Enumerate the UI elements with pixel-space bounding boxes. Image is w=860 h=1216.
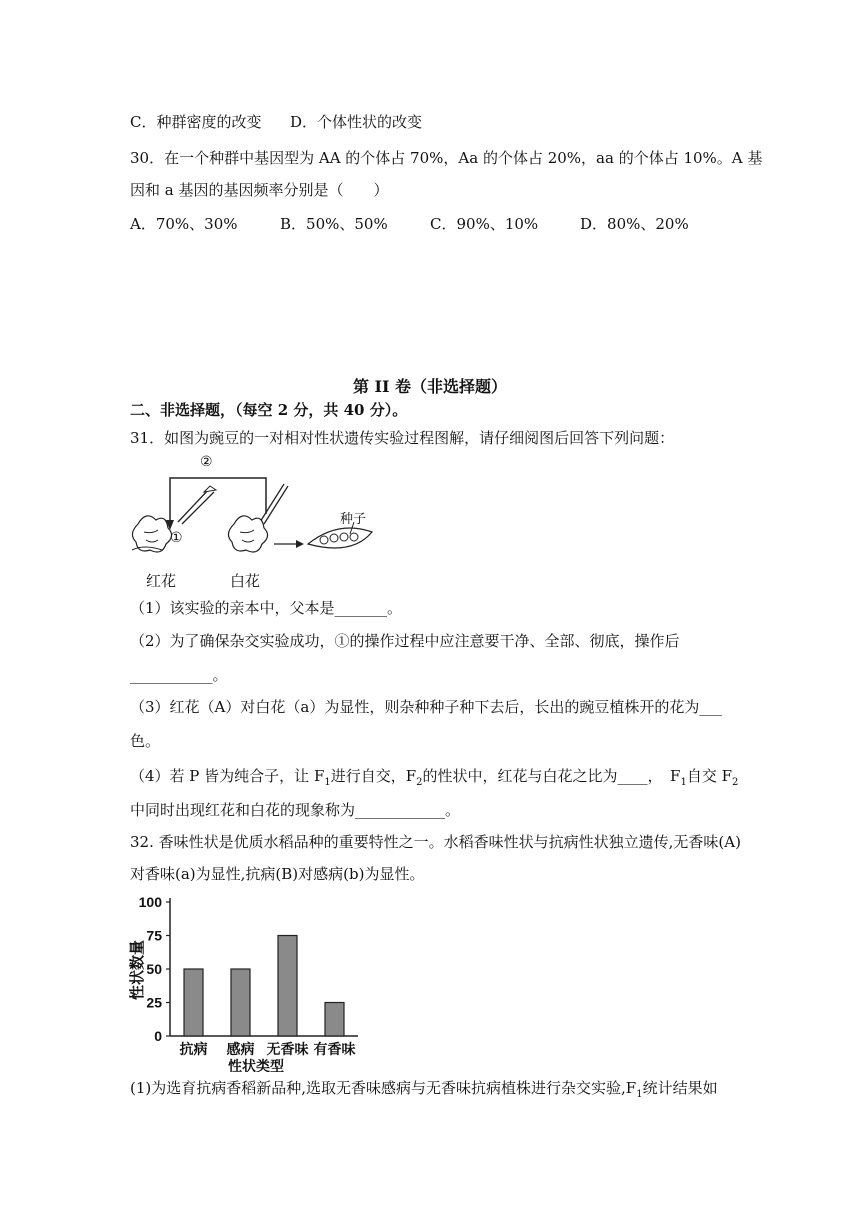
q31-sub4-part-a: （4）若 P 皆为纯合子，让 F xyxy=(130,767,325,785)
q31-sub4-line1 xyxy=(130,766,738,793)
q29-option-d: D．个体性状的改变 xyxy=(290,113,423,131)
step2-label: ② xyxy=(200,454,213,470)
seed-label: 种子 xyxy=(340,512,367,527)
q30-option-b: B．50%、50% xyxy=(280,215,388,233)
q31-sub4-part-c: 的性状中，红花与白花之比为____， F xyxy=(422,767,681,785)
trait-bar-chart-svg xyxy=(126,892,362,1072)
pea-hybridization-figure xyxy=(128,452,378,592)
q30-option-a: A．70%、30% xyxy=(130,215,238,233)
q30-stem-line2: 因和 a 基因的基因频率分别是（ ） xyxy=(130,181,389,199)
white-flower-label: 白花 xyxy=(230,572,261,590)
bar xyxy=(231,969,250,1036)
q30-stem-line1: 30．在一个种群中基因型为 AA 的个体占 70%，Aa 的个体占 20%，aa 的个体占 10%。A 基 xyxy=(130,149,763,167)
bar xyxy=(184,969,203,1036)
y-axis-label: 性状数量 xyxy=(128,939,146,1001)
bar xyxy=(278,936,297,1037)
volume-title: 第 II 卷（非选择题） xyxy=(352,377,508,396)
y-tick-label: 75 xyxy=(146,927,162,944)
y-tick-label: 25 xyxy=(146,994,162,1011)
q31-sub3-line1: （3）红花（A）对白花（a）为显性，则杂种种子种下去后，长出的豌豆植株开的花为___ xyxy=(130,698,722,716)
step1-label: ① xyxy=(170,530,183,546)
y-tick-label: 0 xyxy=(154,1028,162,1044)
q32-sub1-part-a: (1)为选育抗病香稻新品种,选取无香味感病与无香味抗病植株进行杂交实验,F xyxy=(130,1079,637,1097)
q32-f1-subscript: 1 xyxy=(636,1089,643,1100)
y-tick-label: 100 xyxy=(138,894,162,910)
f1-subscript: 1 xyxy=(324,777,331,788)
q31-stem: 31．如图为豌豆的一对相对性状遗传实验过程图解，请仔细阅图后回答下列问题： xyxy=(130,429,675,447)
q32-stem-line2: 对香味(a)为显性,抗病(B)对感病(b)为显性。 xyxy=(130,865,425,883)
q31-sub1: （1）该实验的亲本中，父本是_______。 xyxy=(130,599,403,617)
q32-stem-line1: 32. 香味性状是优质水稻品种的重要特性之一。水稻香味性状与抗病性状独立遗传,无香味(A) xyxy=(130,833,741,851)
bar xyxy=(325,1003,344,1037)
q30-option-d: D．80%、20% xyxy=(580,215,689,233)
x-tick-label: 无香味 xyxy=(266,1042,309,1058)
x-axis-label: 性状类型 xyxy=(228,1059,284,1072)
f2-subscript-2: 2 xyxy=(732,777,739,788)
q31-sub4-part-d: 自交 F xyxy=(686,767,733,785)
q31-sub4-part-b: 进行自交，F xyxy=(330,767,417,785)
red-flower-label: 红花 xyxy=(146,572,177,590)
q32-sub1-part-b: 统计结果如 xyxy=(642,1079,718,1097)
q32-sub1 xyxy=(130,1078,718,1105)
x-tick-label: 感病 xyxy=(226,1042,255,1058)
x-tick-label: 抗病 xyxy=(179,1042,208,1058)
f1-subscript-2: 1 xyxy=(680,777,687,788)
q30-option-c: C．90%、10% xyxy=(430,215,539,233)
q29-option-c: C．种群密度的改变 xyxy=(130,113,262,131)
white-flower-icon xyxy=(228,516,267,552)
f2-subscript: 2 xyxy=(416,777,423,788)
q31-sub2-line1: （2）为了确保杂交实验成功，①的操作过程中应注意要干净、全部、彻底，操作后 xyxy=(130,632,680,650)
section-heading: 二、非选择题，（每空 2 分，共 40 分）。 xyxy=(130,401,408,419)
q31-sub2-line2: ___________。 xyxy=(130,666,228,684)
x-tick-label: 有香味 xyxy=(313,1042,356,1058)
red-flower-icon xyxy=(132,516,172,552)
q31-sub4-line2: 中同时出现红花和白花的现象称为____________。 xyxy=(130,801,461,819)
q31-sub3-line2: 色。 xyxy=(130,732,161,750)
trait-bar-chart xyxy=(126,892,362,1072)
y-tick-label: 50 xyxy=(146,961,162,977)
